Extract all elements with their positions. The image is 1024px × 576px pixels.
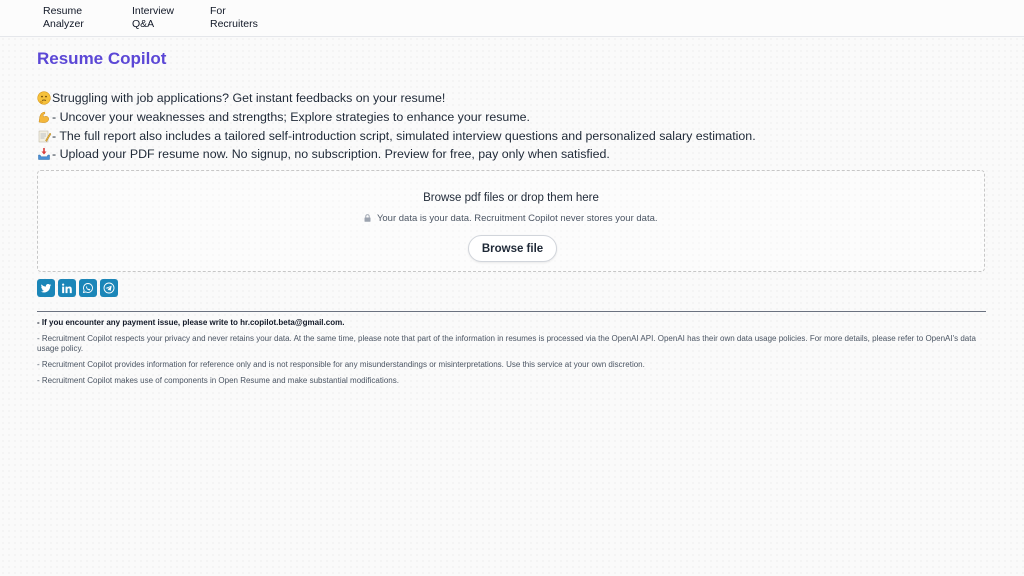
nav-label-line2: Recruiters — [210, 18, 258, 30]
intro-line — [37, 89, 756, 108]
footer-notes — [37, 318, 987, 392]
twitter-icon — [40, 282, 52, 294]
page-title: Resume Copilot — [37, 49, 167, 68]
share-linkedin-button[interactable] — [58, 279, 76, 297]
share-whatsapp-button[interactable] — [79, 279, 97, 297]
lock-icon — [364, 214, 371, 222]
whatsapp-icon — [82, 282, 94, 294]
top-nav — [0, 0, 1024, 37]
inbox-tray-icon — [37, 147, 51, 161]
nav-label-line1: Interview — [132, 5, 175, 17]
intro-text-2: - Uncover your weaknesses and strengths; Explore strategies to enhance your resume. — [52, 110, 530, 125]
linkedin-icon — [62, 283, 73, 294]
browse-file-button[interactable]: Browse file — [468, 235, 557, 262]
intro-text-3: - The full report also includes a tailored self-introduction script, simulated interview questions and personalized salary estimation. — [52, 128, 756, 143]
intro-text-1: Struggling with job applications? Get instant feedbacks on your resume! — [52, 91, 446, 106]
nav-label-line2: Q&A — [132, 18, 155, 30]
nav-interview-qa[interactable] — [132, 5, 192, 31]
memo-icon — [37, 129, 51, 143]
privacy-text: Your data is your data. Recruitment Copilot never stores your data. — [376, 213, 658, 224]
privacy-note — [38, 213, 984, 224]
intro-line — [37, 126, 756, 145]
components-note: - Recruitment Copilot makes use of components in Open Resume and make substantial modifications. — [37, 376, 399, 385]
intro-line — [37, 145, 756, 164]
share-twitter-button[interactable] — [37, 279, 55, 297]
intro-section — [37, 89, 756, 164]
intro-line — [37, 108, 756, 127]
dropzone-instructions: Browse pdf files or drop them here — [423, 192, 599, 204]
telegram-icon — [103, 282, 115, 294]
flexed-biceps-icon — [37, 110, 51, 124]
thinking-face-icon — [37, 91, 51, 105]
share-buttons — [37, 279, 118, 297]
nav-for-recruiters[interactable] — [210, 5, 270, 31]
share-telegram-button[interactable] — [100, 279, 118, 297]
nav-label-line1: For — [210, 5, 226, 17]
footer-divider — [37, 311, 986, 312]
file-dropzone[interactable] — [37, 170, 985, 272]
nav-label-line2: Analyzer — [43, 18, 84, 30]
nav-label-line1: Resume — [43, 5, 83, 17]
intro-text-4: - Upload your PDF resume now. No signup, no subscription. Preview for free, pay only when satisfied. — [52, 147, 610, 162]
payment-note: - If you encounter any payment issue, please write to hr.copilot.beta@gmail.com. — [37, 318, 345, 327]
privacy-policy-note: - Recruitment Copilot respects your privacy and never retains your data. At the same time, please note that part of the information in resumes is processed via the OpenAI API. OpenAI has their own data usage policies. For more details, please refer to OpenAI's data usage policy. — [37, 333, 976, 353]
nav-resume-analyzer[interactable] — [43, 5, 103, 31]
disclaimer-note: - Recruitment Copilot provides information for reference only and is not responsible for any misunderstandings or misinterpretations. Use this service at your own discretion. — [37, 360, 645, 369]
